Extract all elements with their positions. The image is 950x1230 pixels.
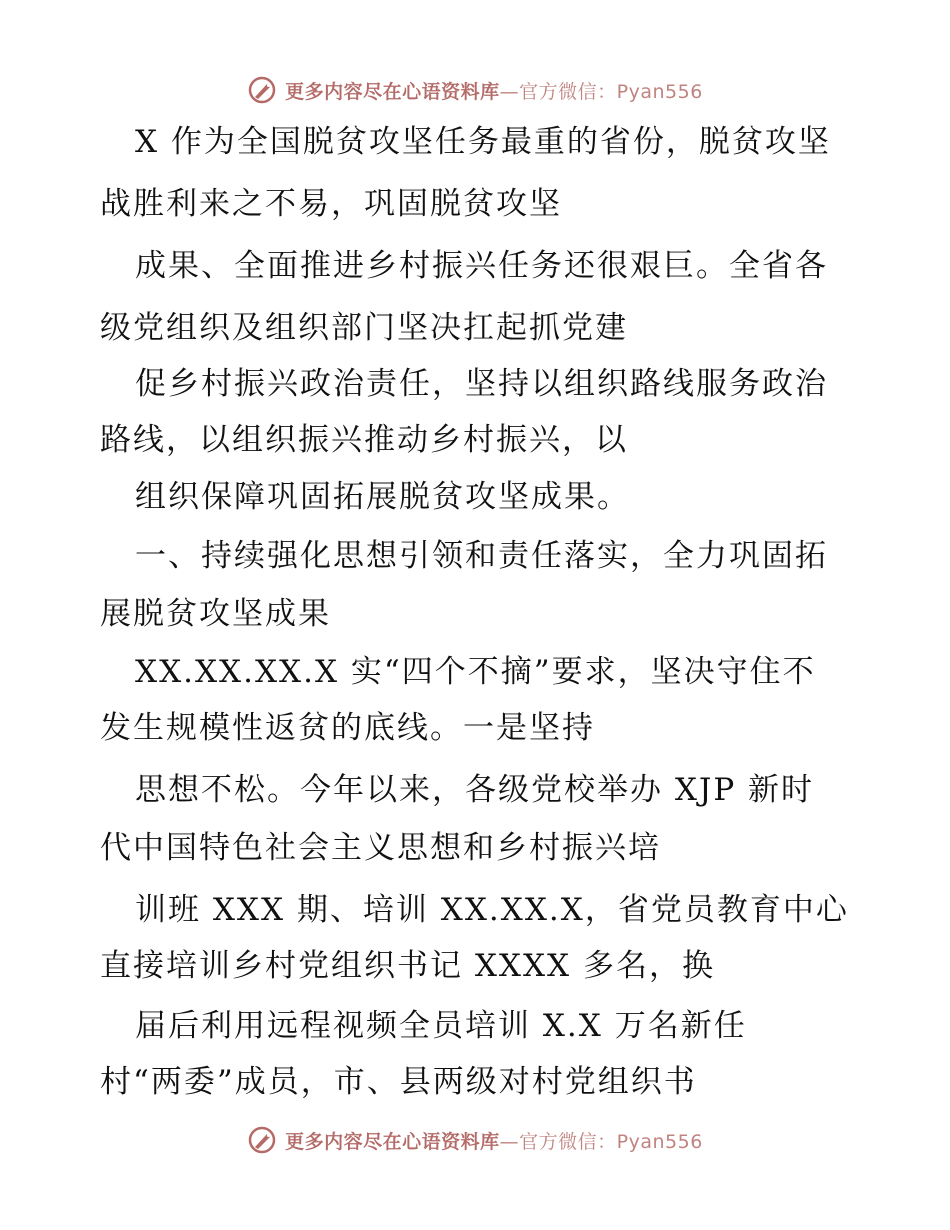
text-line: X 作为全国脱贫攻坚任务最重的省份，脱贫攻坚: [135, 124, 831, 160]
pen-nib-logo-icon: [247, 1125, 277, 1155]
text-line: 发生规模性返贫的底线。一是坚持: [100, 710, 595, 746]
text-line: 成果、全面推进乡村振兴任务还很艰巨。全省各: [135, 248, 828, 284]
pen-nib-logo-icon: [247, 75, 277, 105]
text-line: 组织保障巩固拓展脱贫攻坚成果。: [135, 479, 630, 515]
text-line: 思想不松。今年以来，各级党校举办 XJP 新时: [135, 772, 815, 808]
header-watermark: [0, 70, 950, 110]
text-line: XX.XX.XX.X 实“四个不摘”要求，坚决守住不: [135, 654, 816, 690]
section-heading-line: 展脱贫攻坚成果: [100, 596, 331, 632]
watermark-text: 更多内容尽在心语资料库—官方微信：Pyan556: [285, 80, 703, 103]
text-line: 届后利用远程视频全员培训 X.X 万名新任: [135, 1008, 747, 1044]
text-line: 促乡村振兴政治责任，坚持以组织路线服务政治: [135, 366, 828, 402]
section-heading-line: 一、持续强化思想引领和责任落实，全力巩固拓: [135, 538, 828, 574]
text-line: 直接培训乡村党组织书记 XXXX 多名，换: [100, 948, 715, 984]
text-line: 级党组织及组织部门坚决扛起抓党建: [100, 310, 628, 346]
text-line: 路线，以组织振兴推动乡村振兴，以: [100, 422, 628, 458]
text-line: 代中国特色社会主义思想和乡村振兴培: [100, 830, 661, 866]
text-line: 战胜利来之不易，巩固脱贫攻坚: [100, 186, 562, 222]
watermark-text: 更多内容尽在心语资料库—官方微信：Pyan556: [285, 1130, 703, 1153]
footer-watermark: [0, 1120, 950, 1160]
text-line: 村“两委”成员，市、县两级对村党组织书: [100, 1064, 697, 1100]
text-line: 训班 XXX 期、培训 XX.XX.X，省党员教育中心: [135, 892, 849, 928]
